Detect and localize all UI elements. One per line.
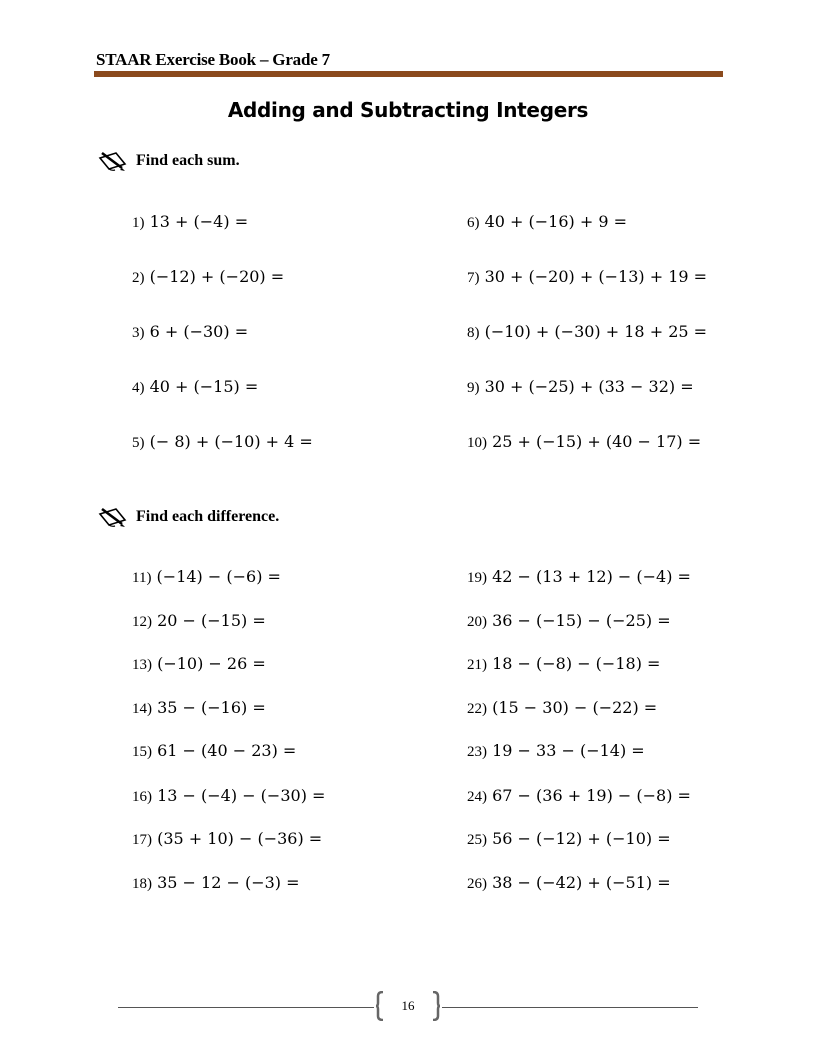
problem-26: 26) 38 − (−42) + (−51) = xyxy=(467,873,671,892)
problem-1: 1) 13 + (−4) = xyxy=(132,212,249,231)
problem-3: 3) 6 + (−30) = xyxy=(132,322,249,341)
problem-13: 13) (−10) − 26 = xyxy=(132,654,266,673)
pencil-paper-icon xyxy=(98,506,128,528)
problem-19: 19) 42 − (13 + 12) − (−4) = xyxy=(467,567,691,586)
instruction-sum xyxy=(98,150,240,172)
problem-17: 17) (35 + 10) − (−36) = xyxy=(132,829,323,848)
problem-18: 18) 35 − 12 − (−3) = xyxy=(132,873,300,892)
problem-24: 24) 67 − (36 + 19) − (−8) = xyxy=(467,786,691,805)
problem-6: 6) 40 + (−16) + 9 = xyxy=(467,212,628,231)
problem-2: 2) (−12) + (−20) = xyxy=(132,267,285,286)
pencil-paper-icon xyxy=(98,150,128,172)
page-title: Adding and Subtracting Integers xyxy=(227,98,589,122)
problem-9: 9) 30 + (−25) + (33 − 32) = xyxy=(467,377,694,396)
problem-23: 23) 19 − 33 − (−14) = xyxy=(467,741,645,760)
problem-16: 16) 13 − (−4) − (−30) = xyxy=(132,786,326,805)
footer-bracket-right xyxy=(431,991,441,1021)
problem-20: 20) 36 − (−15) − (−25) = xyxy=(467,611,671,630)
footer-rule-right xyxy=(442,1007,698,1008)
footer-rule-left xyxy=(118,1007,374,1008)
problem-4: 4) 40 + (−15) = xyxy=(132,377,259,396)
problem-8: 8) (−10) + (−30) + 18 + 25 = xyxy=(467,322,708,341)
problem-7: 7) 30 + (−20) + (−13) + 19 = xyxy=(467,267,708,286)
instruction-text: Find each sum. xyxy=(136,152,240,169)
problem-11: 11) (−14) − (−6) = xyxy=(132,567,281,586)
problem-5: 5) (− 8) + (−10) + 4 = xyxy=(132,432,313,451)
page-number: 16 xyxy=(401,998,415,1013)
footer-bracket-left xyxy=(375,991,385,1021)
problem-22: 22) (15 − 30) − (−22) = xyxy=(467,698,658,717)
problem-12: 12) 20 − (−15) = xyxy=(132,611,266,630)
instruction-text: Find each difference. xyxy=(136,508,280,525)
header-rule xyxy=(94,71,723,77)
problem-10: 10) 25 + (−15) + (40 − 17) = xyxy=(467,432,702,451)
instruction-difference xyxy=(98,506,279,528)
problem-21: 21) 18 − (−8) − (−18) = xyxy=(467,654,661,673)
header-title: STAAR Exercise Book – Grade 7 xyxy=(96,50,330,69)
problem-15: 15) 61 − (40 − 23) = xyxy=(132,741,297,760)
problem-14: 14) 35 − (−16) = xyxy=(132,698,266,717)
problem-25: 25) 56 − (−12) + (−10) = xyxy=(467,829,671,848)
